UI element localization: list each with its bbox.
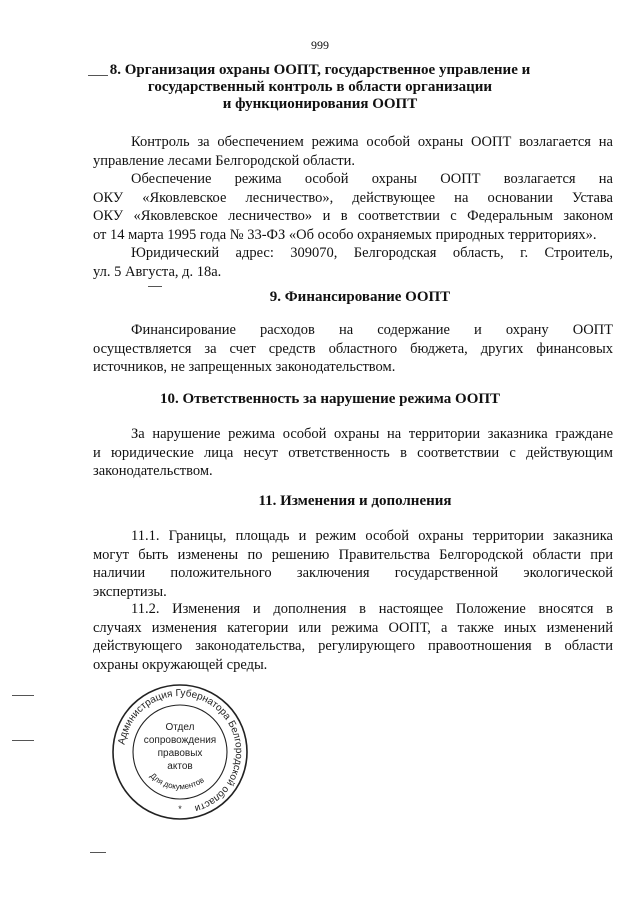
stamp-graphic — [110, 682, 250, 822]
text-line: законодательством. — [93, 463, 213, 479]
section-10-paragraph-1 — [93, 425, 613, 481]
text-line: случаях изменения категории или режима ООПТ, а также иных изменений — [93, 619, 613, 636]
margin-mark — [12, 695, 34, 696]
stamp-star: * — [178, 804, 182, 814]
stamp-center-line: Отдел — [165, 722, 195, 733]
text-line: управление лесами Белгородской области. — [93, 152, 356, 169]
text-line: ул. 5 Августа, д. 18а. — [93, 263, 222, 280]
official-stamp — [110, 682, 250, 822]
margin-mark — [12, 740, 34, 741]
text-line: охраны окружающей среды. — [93, 656, 268, 673]
stamp-bottom-textpath: Для документов — [148, 771, 206, 792]
text-line: 11.2. Изменения и дополнения в настоящее Положение вносятся в — [131, 601, 613, 617]
margin-mark — [148, 286, 162, 287]
stamp-bottom-text — [148, 771, 205, 791]
section-9-heading: 9. Финансирование ООПТ — [269, 289, 451, 305]
margin-mark — [90, 852, 106, 853]
text-line: и юридические лица несут ответственность в соответствии с действующим — [93, 444, 613, 461]
section-9-paragraph-1 — [93, 321, 613, 377]
text-line: Контроль за обеспечением режима особой охраны ООПТ возлагается на — [131, 134, 613, 150]
section-11-paragraph-1 — [93, 527, 613, 601]
stamp-center-line: правовых — [157, 748, 203, 759]
text-line: Финансирование расходов на содержание и охрану ООПТ — [131, 322, 613, 338]
text-line: осуществляется за счет средств областного бюджета, других финансовых — [93, 340, 613, 357]
text-line: экспертизы. — [93, 583, 167, 600]
text-line: За нарушение режима особой охраны на территории заказника граждане — [131, 426, 613, 442]
stamp-center-line: актов — [167, 761, 193, 772]
text-line: действующего законодательства, регулирующего правоотношения в области — [93, 638, 613, 654]
section-10-heading: 10. Ответственность за нарушение режима ООПТ — [159, 391, 501, 407]
section-11-paragraph-2 — [93, 600, 613, 674]
stamp-center-line: сопровождения — [143, 735, 217, 746]
text-line: Юридический адрес: 309070, Белгородская область, г. Строитель, — [131, 245, 613, 261]
text-line: от 14 марта 1995 года № 33-ФЗ «Об особо охраняемых природных территориях». — [93, 226, 597, 243]
stamp-ring-textpath: Администрация Губернатора Белгородской области — [116, 687, 245, 814]
text-line: 11.1. Границы, площадь и режим особой охраны территории заказника — [131, 528, 613, 544]
text-line: источников, не запрещенных законодательством. — [93, 359, 396, 375]
heading-line: государственный контроль в области организации — [147, 79, 493, 95]
heading-line: и функционирования ООПТ — [222, 96, 418, 112]
section-11-heading: 11. Изменения и дополнения — [258, 493, 452, 509]
heading-line: 8. Организация охраны ООПТ, государственное управление и — [109, 62, 531, 78]
text-line: ОКУ «Яковлевское лесничество» и в соответствии с Федеральным законом — [93, 208, 613, 224]
text-line: могут быть изменены по решению Правительства Белгородской области при — [93, 546, 613, 563]
section-8-paragraph-1 — [93, 133, 613, 170]
section-8-paragraph-2 — [93, 170, 613, 244]
text-line: наличии положительного заключения государственной экологической — [93, 565, 613, 581]
text-line: ОКУ «Яковлевское лесничество», действующее на основании Устава — [93, 189, 613, 206]
page-number: 999 — [311, 38, 329, 52]
text-line: Обеспечение режима особой охраны ООПТ возлагается на — [131, 171, 613, 187]
section-8-heading — [0, 62, 640, 113]
section-8-paragraph-3 — [93, 244, 613, 281]
